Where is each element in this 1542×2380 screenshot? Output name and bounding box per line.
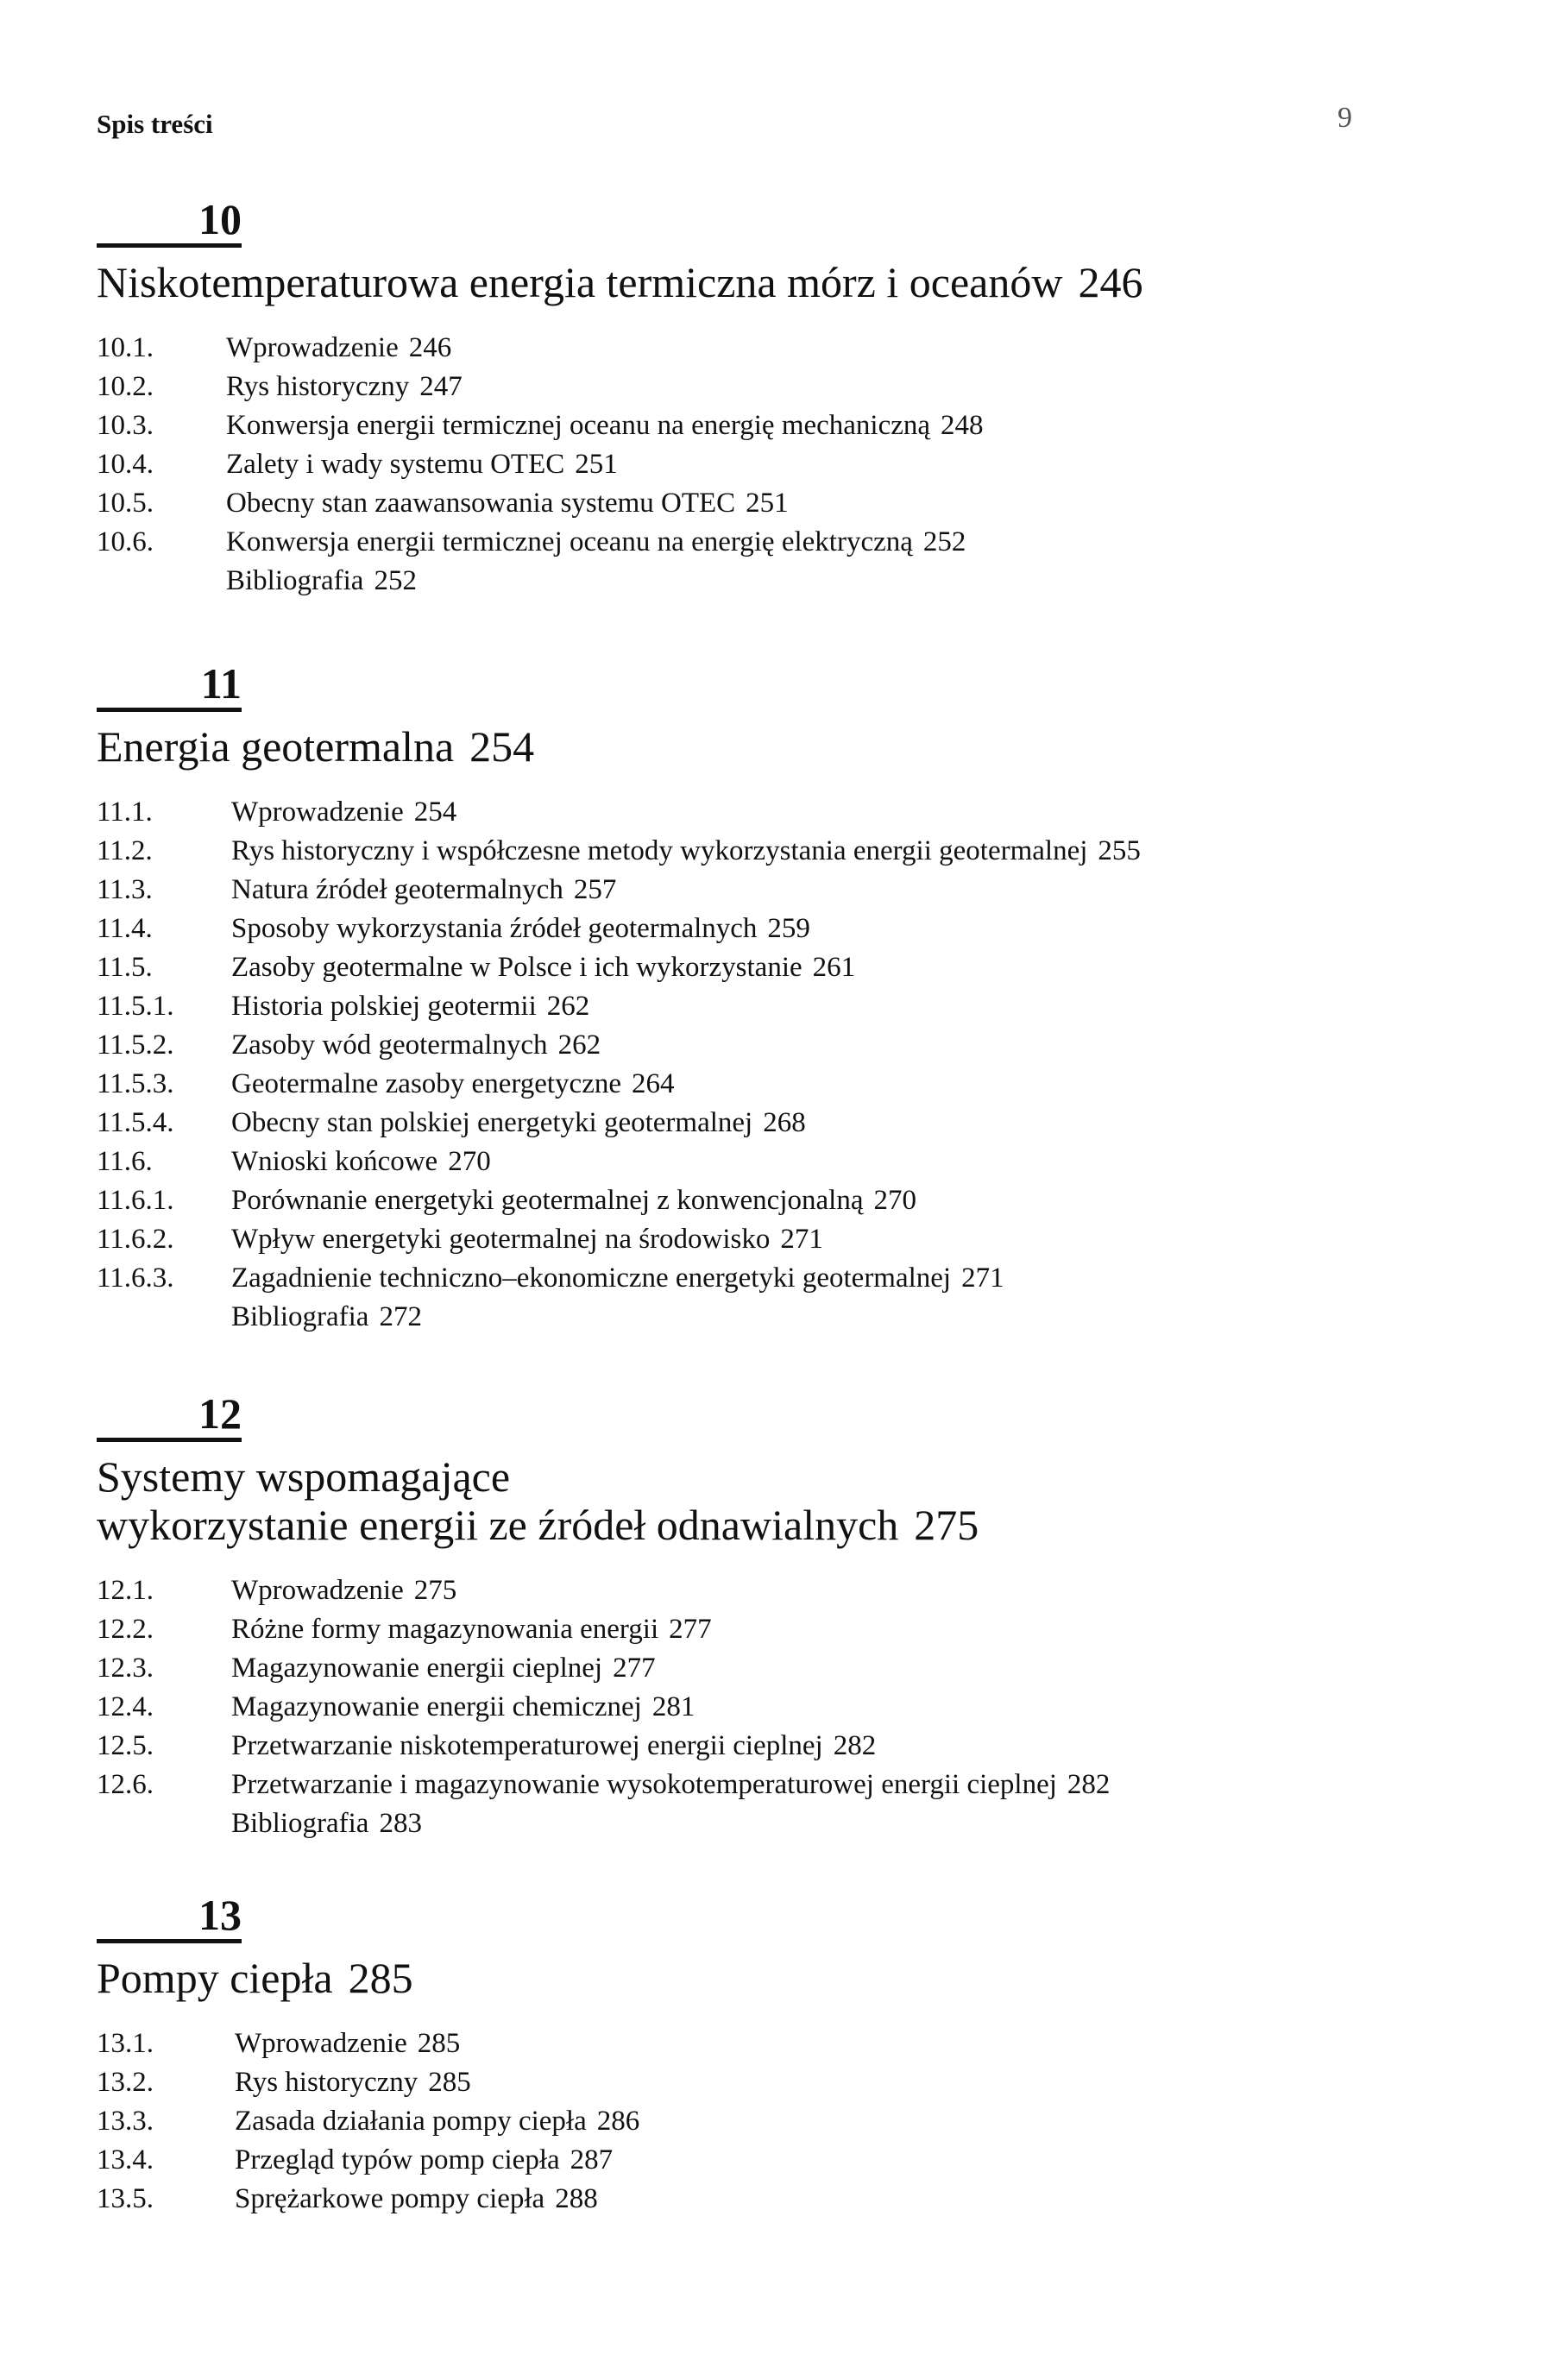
chapter-number-rule (97, 661, 242, 712)
entry-number: 13.1. (97, 2028, 154, 2059)
entry-title: Wprowadzenie (226, 332, 399, 363)
chapter-number: 11 (200, 659, 242, 708)
entry-title: Zasada działania pompy ciepła (235, 2106, 587, 2137)
chapter-title[interactable] (97, 722, 1477, 771)
entry-number: 10.1. (97, 332, 154, 363)
toc-entry[interactable] (97, 871, 1477, 910)
entry-title: Bibliografia (226, 565, 364, 596)
toc-entry[interactable] (97, 1220, 1477, 1259)
entry-page: 277 (613, 1653, 656, 1684)
chapter-number: 12 (198, 1389, 242, 1438)
entry-title: Wprowadzenie (235, 2028, 407, 2059)
toc-entry[interactable] (97, 948, 1477, 987)
toc-entry[interactable] (97, 2102, 1477, 2141)
entry-title: Bibliografia (231, 1808, 369, 1839)
entry-number: 13.5. (97, 2183, 154, 2214)
entry-page: 288 (555, 2183, 598, 2214)
chapter-12 (97, 1391, 1477, 1843)
entry-number: 11.2. (97, 835, 153, 866)
chapter-title-line: wykorzystanie energii ze źródeł odnawialnych (97, 1501, 899, 1549)
entry-title: Natura źródeł geotermalnych (231, 874, 563, 905)
chapter-title-text: Niskotemperaturowa energia termiczna mórz i oceanów (97, 258, 1063, 306)
chapter-number: 10 (198, 195, 242, 243)
entry-page: 252 (374, 565, 417, 596)
entry-page: 285 (417, 2028, 461, 2059)
chapter-13 (97, 1892, 1477, 2219)
toc-entry[interactable] (97, 2180, 1477, 2219)
chapter-number-rule (97, 197, 242, 248)
toc-entries (97, 329, 1477, 601)
entry-title: Rys historyczny (226, 371, 410, 402)
entry-page: 251 (575, 449, 618, 480)
entry-page: 259 (767, 913, 810, 944)
entry-page: 275 (413, 1575, 457, 1606)
entry-page: 251 (746, 488, 789, 519)
entry-number: 11.5.3. (97, 1068, 174, 1099)
toc-entry[interactable] (97, 2063, 1477, 2102)
entry-page: 285 (428, 2067, 471, 2098)
entry-page: 282 (833, 1730, 877, 1761)
toc-entry[interactable] (97, 910, 1477, 948)
entry-page: 268 (763, 1107, 806, 1138)
entry-title: Sposoby wykorzystania źródeł geotermalnych (231, 913, 758, 944)
chapter-number-rule (97, 1391, 242, 1442)
entry-title: Obecny stan polskiej energetyki geotermalnej (231, 1107, 753, 1138)
entry-page: 270 (448, 1146, 491, 1177)
toc-entry-bibliography[interactable] (97, 1298, 1477, 1337)
entry-title: Bibliografia (231, 1301, 369, 1332)
toc-entry[interactable] (97, 1259, 1477, 1298)
chapter-title[interactable] (97, 1954, 1477, 2002)
chapter-title-text: Energia geotermalna (97, 722, 455, 771)
toc-entry[interactable] (97, 1610, 1477, 1649)
running-head: Spis treści (97, 109, 213, 139)
entry-page: 282 (1067, 1769, 1111, 1800)
toc-entry[interactable] (97, 1649, 1477, 1688)
chapter-page: 254 (469, 722, 535, 771)
toc-entry-bibliography[interactable] (97, 1804, 1477, 1843)
toc-entry[interactable] (97, 832, 1477, 871)
toc-entries (97, 1571, 1477, 1843)
entry-number: 11.6.2. (97, 1224, 174, 1255)
toc-entry[interactable] (97, 793, 1477, 832)
entry-number: 11.6.3. (97, 1262, 174, 1294)
entry-title: Rys historyczny (235, 2067, 419, 2098)
toc-entry[interactable] (97, 484, 1477, 523)
entry-page: 272 (379, 1301, 422, 1332)
entry-page: 264 (632, 1068, 675, 1099)
entry-number: 13.2. (97, 2067, 154, 2098)
entry-page: 277 (669, 1614, 712, 1645)
toc-entry[interactable] (97, 1065, 1477, 1104)
toc-entry[interactable] (97, 329, 1477, 368)
chapter-title-line: Systemy wspomagające (97, 1452, 511, 1501)
entry-title: Przegląd typów pomp ciepła (235, 2144, 560, 2175)
entry-page: 271 (780, 1224, 823, 1255)
chapter-page: 246 (1078, 258, 1143, 306)
entry-title: Wnioski końcowe (231, 1146, 438, 1177)
entry-page: 246 (408, 332, 452, 363)
entry-number: 12.2. (97, 1614, 154, 1645)
entry-number: 11.3. (97, 874, 153, 905)
entry-page: 270 (873, 1185, 916, 1216)
entry-page: 281 (651, 1691, 695, 1722)
entry-page: 262 (557, 1029, 601, 1061)
entry-title: Sprężarkowe pompy ciepła (235, 2183, 545, 2214)
entry-number: 11.4. (97, 913, 153, 944)
entry-page: 287 (570, 2144, 614, 2175)
entry-title: Obecny stan zaawansowania systemu OTEC (226, 488, 736, 519)
chapter-title[interactable] (97, 258, 1477, 306)
chapter-10 (97, 197, 1477, 601)
entry-title: Zasoby wód geotermalnych (231, 1029, 548, 1061)
entry-title: Wprowadzenie (231, 1575, 404, 1606)
entry-page: 248 (941, 410, 984, 441)
entry-number: 10.5. (97, 488, 154, 519)
entry-page: 262 (546, 991, 590, 1022)
entry-number: 11.6.1. (97, 1185, 174, 1216)
toc-entry[interactable] (97, 1181, 1477, 1220)
entry-number: 10.4. (97, 449, 154, 480)
entry-number: 13.4. (97, 2144, 154, 2175)
entry-page: 257 (573, 874, 617, 905)
entry-number (97, 1298, 231, 1337)
toc-entry[interactable] (97, 523, 1477, 562)
chapter-title-text: Pompy ciepła (97, 1954, 333, 2002)
entry-title: Historia polskiej geotermii (231, 991, 537, 1022)
chapter-page: 275 (914, 1501, 979, 1549)
toc-entry[interactable] (97, 1727, 1477, 1766)
chapter-number: 13 (198, 1891, 242, 1939)
toc-entry[interactable] (97, 406, 1477, 445)
entry-page: 261 (812, 952, 856, 983)
toc-entries (97, 2024, 1477, 2219)
toc-entry[interactable] (97, 1026, 1477, 1065)
entry-number: 12.3. (97, 1653, 154, 1684)
entry-page: 254 (413, 796, 457, 828)
toc-entry[interactable] (97, 1766, 1477, 1804)
entry-page: 271 (961, 1262, 1004, 1294)
entry-number: 13.3. (97, 2106, 154, 2137)
entry-title: Porównanie energetyki geotermalnej z konwencjonalną (231, 1185, 864, 1216)
entry-number: 10.3. (97, 410, 154, 441)
entry-page: 247 (419, 371, 463, 402)
toc-entry[interactable] (97, 1104, 1477, 1143)
entry-page: 283 (379, 1808, 422, 1839)
entry-title: Wpływ energetyki geotermalnej na środowisko (231, 1224, 771, 1255)
entry-title: Konwersja energii termicznej oceanu na energię mechaniczną (226, 410, 931, 441)
toc-entries (97, 793, 1477, 1337)
entry-title: Geotermalne zasoby energetyczne (231, 1068, 621, 1099)
entry-title: Rys historyczny i współczesne metody wykorzystania energii geotermalnej (231, 835, 1088, 866)
entry-title: Zasoby geotermalne w Polsce i ich wykorzystanie (231, 952, 802, 983)
entry-number: 11.5.2. (97, 1029, 174, 1061)
chapter-number-rule (97, 1892, 242, 1943)
chapter-11 (97, 661, 1477, 1337)
entry-number: 11.6. (97, 1146, 153, 1177)
entry-title: Zagadnienie techniczno–ekonomiczne energetyki geotermalnej (231, 1262, 952, 1294)
toc-entry[interactable] (97, 1143, 1477, 1181)
entry-title: Różne formy magazynowania energii (231, 1614, 659, 1645)
entry-number: 11.5.1. (97, 991, 174, 1022)
toc-entry[interactable] (97, 2024, 1477, 2063)
toc-entry[interactable] (97, 368, 1477, 406)
entry-number: 12.1. (97, 1575, 154, 1606)
entry-title: Przetwarzanie i magazynowanie wysokotemperaturowej energii cieplnej (231, 1769, 1057, 1800)
entry-number (97, 562, 226, 601)
entry-number: 12.6. (97, 1769, 154, 1800)
entry-number: 11.5. (97, 952, 153, 983)
chapter-page: 285 (348, 1954, 413, 2002)
entry-number: 10.6. (97, 526, 154, 557)
entry-title: Magazynowanie energii chemicznej (231, 1691, 642, 1722)
entry-title: Konwersja energii termicznej oceanu na energię elektryczną (226, 526, 913, 557)
entry-number: 11.5.4. (97, 1107, 174, 1138)
toc-entry[interactable] (97, 445, 1477, 484)
entry-title: Zalety i wady systemu OTEC (226, 449, 565, 480)
chapter-title[interactable] (97, 1452, 1477, 1549)
toc-entry-bibliography[interactable] (97, 562, 1477, 601)
toc-entry[interactable] (97, 1688, 1477, 1727)
toc-entry[interactable] (97, 1571, 1477, 1610)
entry-page: 252 (922, 526, 966, 557)
toc-entry[interactable] (97, 987, 1477, 1026)
entry-number: 11.1. (97, 796, 153, 828)
entry-title: Magazynowanie energii cieplnej (231, 1653, 603, 1684)
entry-number: 12.4. (97, 1691, 154, 1722)
entry-title: Przetwarzanie niskotemperaturowej energii cieplnej (231, 1730, 823, 1761)
page-number: 9 (1337, 102, 1352, 134)
entry-page: 255 (1098, 835, 1141, 866)
entry-page: 286 (596, 2106, 640, 2137)
entry-title: Wprowadzenie (231, 796, 404, 828)
entry-number: 12.5. (97, 1730, 154, 1761)
entry-number: 10.2. (97, 371, 154, 402)
toc-entry[interactable] (97, 2141, 1477, 2180)
entry-number (97, 1804, 231, 1843)
